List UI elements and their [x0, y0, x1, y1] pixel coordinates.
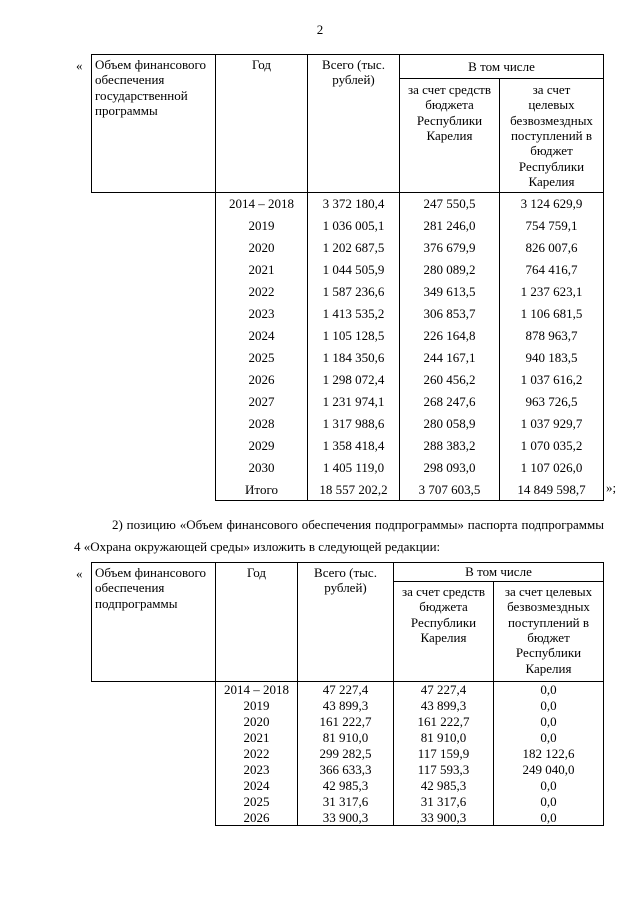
row-total: 1 044 505,9 — [308, 259, 400, 281]
row-total: 366 633,3 — [298, 762, 394, 778]
table2 — [91, 562, 604, 826]
label-cell-blank — [92, 435, 216, 457]
row-year: 2019 — [216, 698, 298, 714]
row-budget: 43 899,3 — [394, 698, 494, 714]
row-budget: 280 089,2 — [400, 259, 500, 281]
row-budget: 288 383,2 — [400, 435, 500, 457]
label-cell-blank — [92, 682, 216, 698]
row-year: 2029 — [216, 435, 308, 457]
table-row — [92, 778, 604, 794]
row-total: 42 985,3 — [298, 778, 394, 794]
row-grants: 0,0 — [494, 730, 604, 746]
row-budget: 47 227,4 — [394, 682, 494, 698]
t1-header-label: Объем финансового обеспечения государственной программы — [92, 55, 216, 193]
table1 — [91, 54, 604, 501]
table2-open-quote: « — [76, 566, 83, 581]
t2-body — [92, 682, 604, 826]
table-row — [92, 794, 604, 810]
row-total: 81 910,0 — [298, 730, 394, 746]
row-budget: 42 985,3 — [394, 778, 494, 794]
t1-header-total: Всего (тыс. рублей) — [308, 55, 400, 193]
row-grants: 963 726,5 — [500, 391, 604, 413]
table-row — [92, 237, 604, 259]
row-total: 1 184 350,6 — [308, 347, 400, 369]
row-budget: 117 159,9 — [394, 746, 494, 762]
label-cell-blank — [92, 259, 216, 281]
row-grants: 1 106 681,5 — [500, 303, 604, 325]
row-total: 18 557 202,2 — [308, 479, 400, 501]
label-cell-blank — [92, 746, 216, 762]
row-year: 2025 — [216, 347, 308, 369]
row-year: 2023 — [216, 762, 298, 778]
label-cell-blank — [92, 794, 216, 810]
t1-header-grants: за счет целевых безвозмездных поступлений в бюджет Республики Карелия — [500, 79, 604, 193]
row-grants: 878 963,7 — [500, 325, 604, 347]
table-row — [92, 746, 604, 762]
label-cell-blank — [92, 714, 216, 730]
row-grants: 940 183,5 — [500, 347, 604, 369]
label-cell-blank — [92, 479, 216, 501]
row-grants: 0,0 — [494, 682, 604, 698]
page-number: 2 — [316, 22, 324, 37]
row-year: 2027 — [216, 391, 308, 413]
row-total: 33 900,3 — [298, 810, 394, 826]
row-total: 1 413 535,2 — [308, 303, 400, 325]
row-budget: 298 093,0 — [400, 457, 500, 479]
table-row — [92, 698, 604, 714]
row-total: 1 405 119,0 — [308, 457, 400, 479]
row-grants: 1 237 623,1 — [500, 281, 604, 303]
t2-header-label: Объем финансового обеспечения подпрограммы — [92, 563, 216, 682]
t2-header-budget: за счет средств бюджета Республики Карелия — [394, 582, 494, 682]
row-grants: 0,0 — [494, 810, 604, 826]
table-row — [92, 457, 604, 479]
row-budget: 81 910,0 — [394, 730, 494, 746]
row-grants: 1 037 616,2 — [500, 369, 604, 391]
row-total: 1 317 988,6 — [308, 413, 400, 435]
row-year: Итого — [216, 479, 308, 501]
table1-close-quote: »; — [606, 480, 617, 495]
row-total: 1 105 128,5 — [308, 325, 400, 347]
row-grants: 0,0 — [494, 794, 604, 810]
row-total: 1 587 236,6 — [308, 281, 400, 303]
t2-header-including: В том числе — [394, 563, 604, 582]
label-cell-blank — [92, 762, 216, 778]
row-year: 2024 — [216, 778, 298, 794]
t1-header-budget: за счет средств бюджета Республики Карелия — [400, 79, 500, 193]
label-cell-blank — [92, 325, 216, 347]
table-row — [92, 369, 604, 391]
row-year: 2014 – 2018 — [216, 682, 298, 698]
row-grants: 182 122,6 — [494, 746, 604, 762]
label-cell-blank — [92, 303, 216, 325]
t1-header-including: В том числе — [400, 55, 604, 79]
row-grants: 249 040,0 — [494, 762, 604, 778]
row-year: 2024 — [216, 325, 308, 347]
table-row — [92, 215, 604, 237]
row-year: 2021 — [216, 259, 308, 281]
table-row — [92, 479, 604, 501]
row-total: 1 358 418,4 — [308, 435, 400, 457]
row-grants: 0,0 — [494, 778, 604, 794]
table-row — [92, 347, 604, 369]
row-budget: 376 679,9 — [400, 237, 500, 259]
row-total: 31 317,6 — [298, 794, 394, 810]
t2-header-grants: за счет целевых безвозмездных поступлений в бюджет Республики Карелия — [494, 582, 604, 682]
row-year: 2030 — [216, 457, 308, 479]
label-cell-blank — [92, 391, 216, 413]
row-budget: 349 613,5 — [400, 281, 500, 303]
row-budget: 280 058,9 — [400, 413, 500, 435]
row-year: 2028 — [216, 413, 308, 435]
row-budget: 244 167,1 — [400, 347, 500, 369]
row-budget: 33 900,3 — [394, 810, 494, 826]
table-row — [92, 762, 604, 778]
row-budget: 306 853,7 — [400, 303, 500, 325]
row-budget: 3 707 603,5 — [400, 479, 500, 501]
row-grants: 3 124 629,9 — [500, 193, 604, 215]
table-row — [92, 435, 604, 457]
table-row — [92, 810, 604, 826]
label-cell-blank — [92, 413, 216, 435]
row-year: 2026 — [216, 810, 298, 826]
row-year: 2025 — [216, 794, 298, 810]
label-cell-blank — [92, 457, 216, 479]
row-total: 47 227,4 — [298, 682, 394, 698]
row-budget: 31 317,6 — [394, 794, 494, 810]
table-row — [92, 391, 604, 413]
row-year: 2026 — [216, 369, 308, 391]
table-row — [92, 303, 604, 325]
row-budget: 268 247,6 — [400, 391, 500, 413]
label-cell-blank — [92, 281, 216, 303]
t1-header-year: Год — [216, 55, 308, 193]
table-row — [92, 714, 604, 730]
row-year: 2020 — [216, 714, 298, 730]
row-budget: 117 593,3 — [394, 762, 494, 778]
t1-body — [92, 193, 604, 501]
label-cell-blank — [92, 810, 216, 826]
row-year: 2014 – 2018 — [216, 193, 308, 215]
label-cell-blank — [92, 698, 216, 714]
row-total: 1 036 005,1 — [308, 215, 400, 237]
table1-open-quote: « — [76, 58, 83, 73]
row-total: 43 899,3 — [298, 698, 394, 714]
row-total: 3 372 180,4 — [308, 193, 400, 215]
row-budget: 247 550,5 — [400, 193, 500, 215]
table-row — [92, 325, 604, 347]
row-year: 2019 — [216, 215, 308, 237]
table-row — [92, 413, 604, 435]
label-cell-blank — [92, 778, 216, 794]
row-total: 161 222,7 — [298, 714, 394, 730]
row-budget: 161 222,7 — [394, 714, 494, 730]
row-budget: 226 164,8 — [400, 325, 500, 347]
row-grants: 0,0 — [494, 714, 604, 730]
row-grants: 826 007,6 — [500, 237, 604, 259]
row-grants: 1 070 035,2 — [500, 435, 604, 457]
label-cell-blank — [92, 730, 216, 746]
row-total: 299 282,5 — [298, 746, 394, 762]
table-row — [92, 682, 604, 698]
table-row — [92, 281, 604, 303]
row-grants: 754 759,1 — [500, 215, 604, 237]
table-row — [92, 259, 604, 281]
row-year: 2021 — [216, 730, 298, 746]
label-cell-blank — [92, 237, 216, 259]
row-budget: 260 456,2 — [400, 369, 500, 391]
row-grants: 14 849 598,7 — [500, 479, 604, 501]
label-cell-blank — [92, 347, 216, 369]
instruction-paragraph: 2) позицию «Объем финансового обеспечения подпрограммы» паспорта подпрограммы 4 «Охрана окружающей среды» изложить в следующей редакции: — [74, 517, 604, 554]
row-grants: 1 037 929,7 — [500, 413, 604, 435]
table-row — [92, 730, 604, 746]
label-cell-blank — [92, 193, 216, 215]
row-total: 1 231 974,1 — [308, 391, 400, 413]
table-row — [92, 193, 604, 215]
row-grants: 1 107 026,0 — [500, 457, 604, 479]
row-year: 2022 — [216, 746, 298, 762]
row-year: 2023 — [216, 303, 308, 325]
label-cell-blank — [92, 369, 216, 391]
t2-header-total: Всего (тыс. рублей) — [298, 563, 394, 682]
row-grants: 764 416,7 — [500, 259, 604, 281]
row-year: 2022 — [216, 281, 308, 303]
row-budget: 281 246,0 — [400, 215, 500, 237]
t2-header-year: Год — [216, 563, 298, 682]
row-total: 1 298 072,4 — [308, 369, 400, 391]
label-cell-blank — [92, 215, 216, 237]
row-total: 1 202 687,5 — [308, 237, 400, 259]
row-year: 2020 — [216, 237, 308, 259]
row-grants: 0,0 — [494, 698, 604, 714]
